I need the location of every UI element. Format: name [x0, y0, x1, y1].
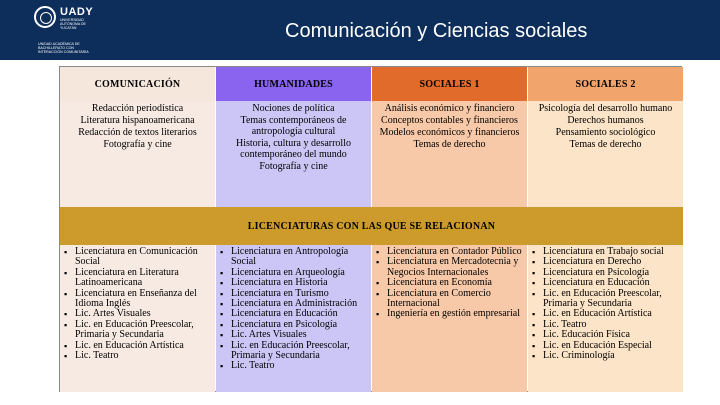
career-item: ▪ Licenciatura en Trabajo social: [531, 247, 681, 257]
university-seal-icon: [34, 6, 56, 28]
topic-item: Historia, cultura y desarrollo contemporáneo del mundo: [236, 138, 351, 160]
column-header-sociales-2: SOCIALES 2: [528, 67, 683, 101]
column-header-sociales-1: SOCIALES 1: [372, 67, 527, 101]
column-header-comunicacion: COMUNICACIÓN: [60, 67, 215, 101]
career-item: ▪ Licenciatura en Derecho: [531, 257, 681, 267]
career-item: ▪ Lic. en Educación Especial: [531, 341, 681, 351]
career-item: ▪ Lic. Criminología: [531, 351, 681, 361]
career-item: ▪ Lic. Artes Visuales: [63, 309, 213, 319]
career-item: ▪ Licenciatura en Arqueología: [219, 268, 369, 278]
career-item: ▪ Licenciatura en Psicología: [531, 268, 681, 278]
topic-item: Literatura hispanoamericana: [80, 115, 195, 126]
topic-item: Redacción de textos literarios: [78, 127, 197, 138]
career-item: ▪ Lic. en Educación Preescolar, Primaria y Secundaria: [63, 320, 213, 341]
career-item: ▪ Licenciatura en Historia: [219, 278, 369, 288]
careers-humanidades: [216, 245, 371, 392]
career-item: ▪ Lic. Educación Física: [531, 330, 681, 340]
career-item: ▪ Ingeniería en gestión empresarial: [375, 309, 525, 319]
career-item: ▪ Lic. Teatro: [531, 320, 681, 330]
career-item: ▪ Licenciatura en Contador Público: [375, 247, 525, 257]
topic-item: Derechos humanos: [567, 115, 644, 126]
career-item: ▪ Licenciatura en Administración: [219, 299, 369, 309]
career-item: ▪ Lic. en Educación Artística: [531, 309, 681, 319]
careers-comunicacion: [60, 245, 215, 392]
careers-sociales-1: [372, 245, 527, 392]
topic-item: Fotografía y cine: [103, 139, 172, 150]
career-item: ▪ Licenciatura en Educación: [531, 278, 681, 288]
topic-item: Temas de derecho: [413, 139, 486, 150]
logo-unit-name: UNIDAD ACADÉMICA DE BACHILLERATO CON INTERACCIÓN COMUNITARIA: [38, 42, 89, 54]
career-item: ▪ Licenciatura en Comunicación Social: [63, 247, 213, 268]
topic-item: Temas de derecho: [569, 139, 642, 150]
topic-item: Fotografía y cine: [259, 161, 328, 172]
header-bar: [0, 0, 720, 60]
topic-item: Conceptos contables y financieros: [381, 115, 518, 126]
career-item: ▪ Licenciatura en Economía: [375, 278, 525, 288]
career-item: ▪ Lic. Teatro: [219, 361, 369, 371]
slide-title: Comunicación y Ciencias sociales: [285, 20, 588, 42]
related-degrees-band: LICENCIATURAS CON LAS QUE SE RELACIONAN: [60, 207, 683, 245]
topic-item: Redacción periodística: [91, 103, 184, 114]
career-item: ▪ Licenciatura en Educación: [219, 309, 369, 319]
topics-comunicacion: [60, 101, 215, 207]
topics-sociales-2: [528, 101, 683, 207]
careers-sociales-2: [528, 245, 683, 392]
career-item: ▪ Lic. Teatro: [63, 351, 213, 361]
career-item: ▪ Licenciatura en Mercadotecnia y Negocios Internacionales: [375, 257, 525, 278]
career-item: ▪ Licenciatura en Comercio Internacional: [375, 289, 525, 310]
topic-item: Modelos económicos y financieros: [379, 127, 520, 138]
topic-item: Análisis económico y financiero: [384, 103, 515, 114]
topic-item: Temas contemporáneos de antropología cultural: [240, 115, 347, 137]
subjects-table: [59, 66, 682, 392]
topic-item: Psicología del desarrollo humano: [538, 103, 673, 114]
topic-item: Nociones de política: [252, 103, 335, 114]
logo-brand-subtitle: UNIVERSIDAD AUTÓNOMA DE YUCATÁN: [60, 18, 86, 30]
uady-logo: [24, 4, 94, 58]
career-item: ▪ Lic. en Educación Artística: [63, 341, 213, 351]
topics-humanidades: [216, 101, 371, 207]
career-item: ▪ Lic. en Educación Preescolar, Primaria y Secundaria: [219, 341, 369, 362]
career-item: ▪ Licenciatura en Psicología: [219, 320, 369, 330]
logo-brand: UADY: [60, 6, 94, 18]
career-item: ▪ Licenciatura en Antropología Social: [219, 247, 369, 268]
column-header-humanidades: HUMANIDADES: [216, 67, 371, 101]
career-item: ▪ Licenciatura en Literatura Latinoamericana: [63, 268, 213, 289]
career-item: ▪ Licenciatura en Enseñanza del Idioma Inglés: [63, 289, 213, 310]
career-item: ▪ Licenciatura en Turismo: [219, 289, 369, 299]
topic-item: Pensamiento sociológico: [555, 127, 656, 138]
career-item: ▪ Lic. Artes Visuales: [219, 330, 369, 340]
career-item: ▪ Lic. en Educación Preescolar, Primaria y Secundaria: [531, 289, 681, 310]
topics-sociales-1: [372, 101, 527, 207]
